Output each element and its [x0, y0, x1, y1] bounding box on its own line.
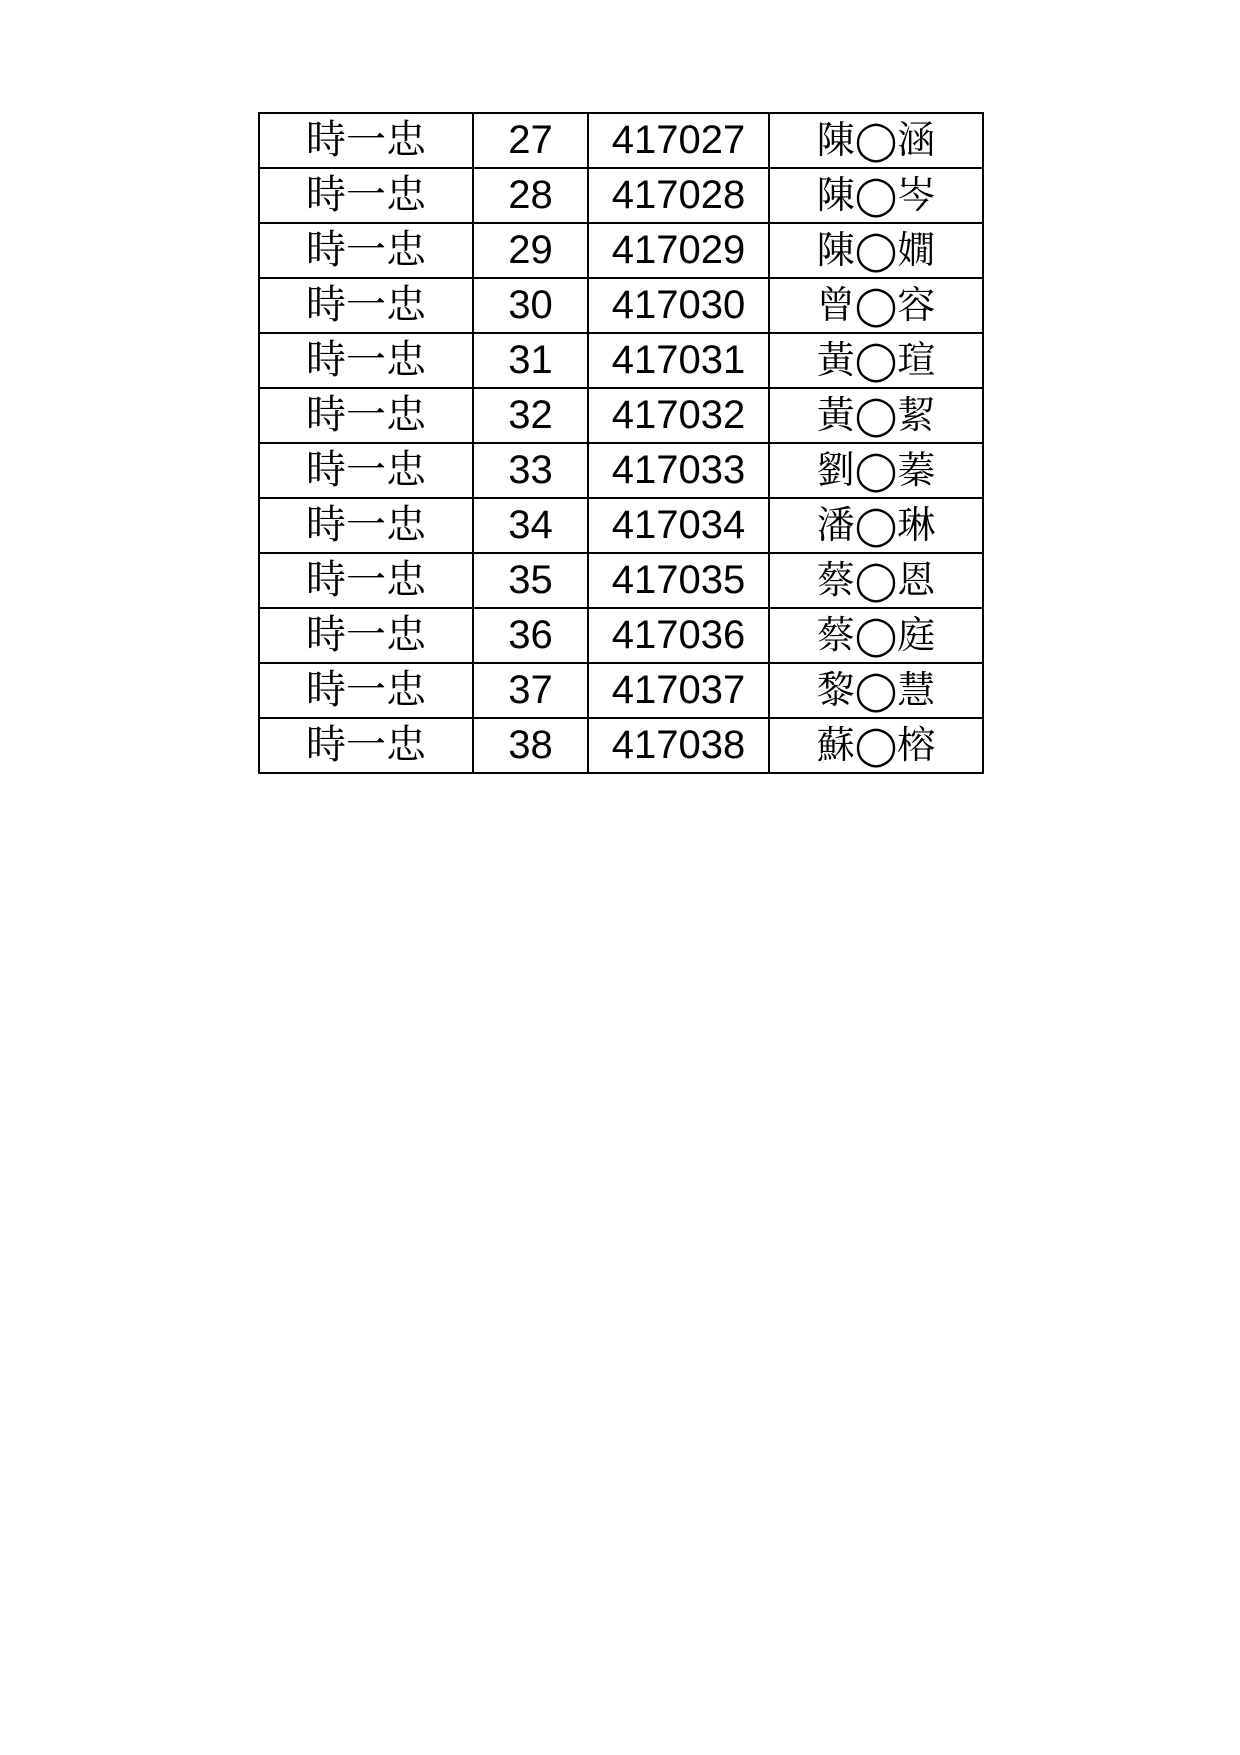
- student-name-cell: 黃◯絜: [769, 388, 983, 443]
- table-row: [259, 663, 983, 718]
- table-row: [259, 113, 983, 168]
- class-cell: 時一忠: [259, 498, 473, 553]
- student-id-cell: 417036: [588, 608, 769, 663]
- class-cell: 時一忠: [259, 223, 473, 278]
- seat-number-cell: 35: [473, 553, 588, 608]
- class-cell: 時一忠: [259, 663, 473, 718]
- class-cell: 時一忠: [259, 718, 473, 773]
- table-row: [259, 608, 983, 663]
- table-row: [259, 333, 983, 388]
- student-name-cell: 陳◯嫺: [769, 223, 983, 278]
- class-cell: 時一忠: [259, 443, 473, 498]
- student-name-cell: 黎◯慧: [769, 663, 983, 718]
- seat-number-cell: 34: [473, 498, 588, 553]
- class-cell: 時一忠: [259, 333, 473, 388]
- student-id-cell: 417034: [588, 498, 769, 553]
- seat-number-cell: 31: [473, 333, 588, 388]
- student-id-cell: 417031: [588, 333, 769, 388]
- student-name-cell: 劉◯蓁: [769, 443, 983, 498]
- table-row: [259, 443, 983, 498]
- table-row: [259, 278, 983, 333]
- seat-number-cell: 37: [473, 663, 588, 718]
- class-cell: 時一忠: [259, 113, 473, 168]
- seat-number-cell: 29: [473, 223, 588, 278]
- seat-number-cell: 36: [473, 608, 588, 663]
- student-id-cell: 417028: [588, 168, 769, 223]
- class-cell: 時一忠: [259, 553, 473, 608]
- student-id-cell: 417029: [588, 223, 769, 278]
- student-name-cell: 陳◯岑: [769, 168, 983, 223]
- student-id-cell: 417035: [588, 553, 769, 608]
- student-id-cell: 417030: [588, 278, 769, 333]
- class-cell: 時一忠: [259, 168, 473, 223]
- seat-number-cell: 33: [473, 443, 588, 498]
- table-row: [259, 553, 983, 608]
- student-name-cell: 黃◯瑄: [769, 333, 983, 388]
- class-cell: 時一忠: [259, 608, 473, 663]
- class-cell: 時一忠: [259, 388, 473, 443]
- table-row: [259, 498, 983, 553]
- student-name-cell: 蘇◯榕: [769, 718, 983, 773]
- seat-number-cell: 38: [473, 718, 588, 773]
- class-cell: 時一忠: [259, 278, 473, 333]
- student-name-cell: 陳◯涵: [769, 113, 983, 168]
- table-row: [259, 718, 983, 773]
- seat-number-cell: 28: [473, 168, 588, 223]
- student-id-cell: 417038: [588, 718, 769, 773]
- roster-body: [259, 113, 983, 773]
- table-row: [259, 388, 983, 443]
- student-name-cell: 曾◯容: [769, 278, 983, 333]
- student-name-cell: 蔡◯庭: [769, 608, 983, 663]
- student-id-cell: 417027: [588, 113, 769, 168]
- student-roster-table: [258, 112, 984, 774]
- student-id-cell: 417037: [588, 663, 769, 718]
- student-name-cell: 蔡◯恩: [769, 553, 983, 608]
- table-row: [259, 223, 983, 278]
- student-id-cell: 417032: [588, 388, 769, 443]
- student-id-cell: 417033: [588, 443, 769, 498]
- seat-number-cell: 32: [473, 388, 588, 443]
- student-name-cell: 潘◯琳: [769, 498, 983, 553]
- seat-number-cell: 30: [473, 278, 588, 333]
- table-row: [259, 168, 983, 223]
- seat-number-cell: 27: [473, 113, 588, 168]
